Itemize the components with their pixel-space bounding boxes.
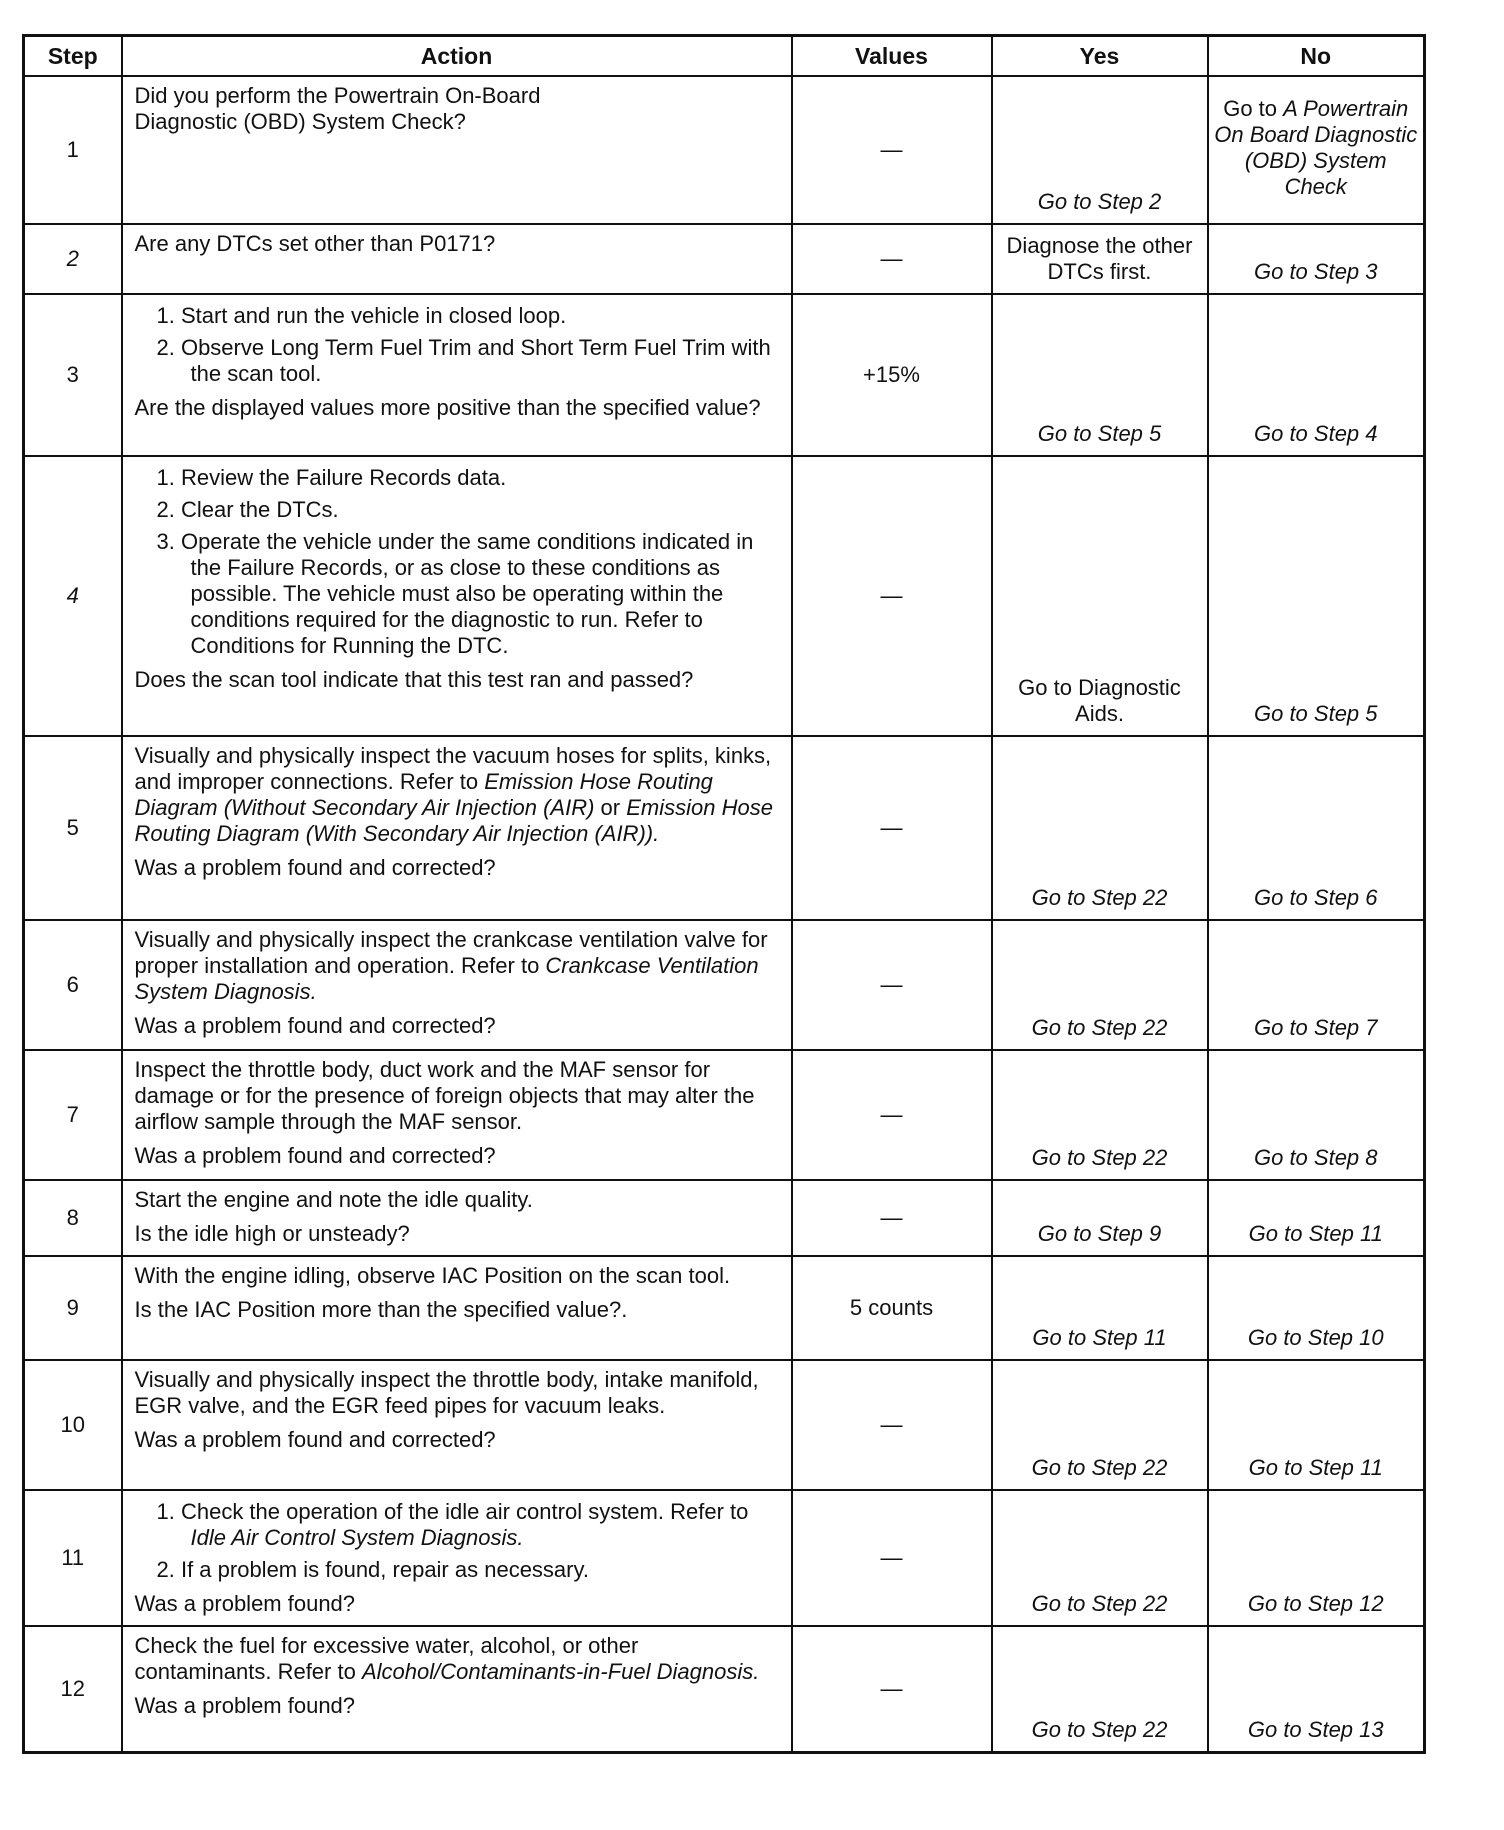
no-cell	[1208, 1180, 1425, 1256]
step-number: 3	[24, 294, 122, 456]
table-row	[24, 1626, 1425, 1752]
yes-cell	[992, 456, 1208, 736]
step-number: 1	[24, 76, 122, 224]
action-list-item: 2. If a problem is found, repair as necessary.	[156, 1557, 589, 1582]
no-link[interactable]: Go to Step 11	[1248, 1221, 1383, 1246]
action-reference[interactable]: Emission Hose Routing Diagram (With Secondary Air Injection (AIR)).	[134, 795, 773, 846]
yes-cell	[992, 920, 1208, 1050]
step-number: 10	[24, 1360, 122, 1490]
yes-link[interactable]: Go to Step 22	[1031, 885, 1168, 910]
table-row	[24, 1180, 1425, 1256]
table-row	[24, 736, 1425, 920]
diagnostic-table	[22, 34, 1426, 1754]
table-row	[24, 1050, 1425, 1180]
yes-cell	[992, 1180, 1208, 1256]
no-link[interactable]: Go to Step 5	[1253, 701, 1378, 726]
step-number: 6	[24, 920, 122, 1050]
no-link[interactable]: Go to Step 6	[1253, 885, 1378, 910]
action-question: Does the scan tool indicate that this test ran and passed?	[134, 667, 694, 692]
no-link[interactable]: Go to Step 7	[1253, 1015, 1378, 1040]
action-cell	[122, 736, 792, 920]
no-cell	[1208, 1626, 1425, 1752]
no-link[interactable]: Go to Step 11	[1248, 1455, 1383, 1480]
yes-cell	[992, 1490, 1208, 1626]
value-cell: —	[792, 224, 992, 294]
step-number: 12	[24, 1626, 122, 1752]
action-cell	[122, 1490, 792, 1626]
action-cell	[122, 1050, 792, 1180]
action-list-item: 1. Review the Failure Records data.	[156, 465, 507, 490]
no-link[interactable]: Go to Step 10	[1247, 1325, 1384, 1350]
step-number: 11	[24, 1490, 122, 1626]
action-text-block	[135, 1633, 781, 1685]
header-values: Values	[792, 36, 992, 77]
yes-link[interactable]: Go to Diagnostic Aids.	[1018, 675, 1181, 726]
no-link[interactable]: Go to Step 3	[1253, 259, 1378, 284]
no-cell	[1208, 294, 1425, 456]
no-cell	[1208, 920, 1425, 1050]
action-text-block	[135, 927, 781, 1005]
no-cell	[1208, 1050, 1425, 1180]
no-cell	[1208, 224, 1425, 294]
action-text-block	[135, 743, 781, 847]
header-yes: Yes	[992, 36, 1208, 77]
action-list-item: 1. Start and run the vehicle in closed loop.	[156, 303, 567, 328]
value-cell: —	[792, 1490, 992, 1626]
table-row	[24, 1490, 1425, 1626]
action-reference[interactable]: Emission Hose Routing Diagram (Without Secondary Air Injection (AIR)	[134, 769, 713, 820]
action-list-item: 2. Observe Long Term Fuel Trim and Short Term Fuel Trim with the scan tool.	[156, 335, 771, 386]
step-number: 8	[24, 1180, 122, 1256]
action-reference[interactable]: Alcohol/Contaminants-in-Fuel Diagnosis.	[361, 1659, 760, 1684]
action-cell	[122, 1360, 792, 1490]
yes-link[interactable]: Go to Step 5	[1037, 421, 1162, 446]
yes-cell	[992, 736, 1208, 920]
header-no: No	[1208, 36, 1425, 77]
table-row	[24, 456, 1425, 736]
table-row	[24, 1360, 1425, 1490]
step-number: 9	[24, 1256, 122, 1360]
table-row	[24, 1256, 1425, 1360]
yes-cell	[992, 1256, 1208, 1360]
no-link-ref: A Powertrain On Board Diagnostic (OBD) System Check	[1214, 96, 1418, 199]
step-number: 7	[24, 1050, 122, 1180]
no-cell	[1208, 1256, 1425, 1360]
yes-link[interactable]: Go to Step 22	[1031, 1716, 1168, 1742]
action-text: Did you perform the Powertrain On-Board	[134, 83, 541, 108]
yes-cell	[992, 1360, 1208, 1490]
action-text: Visually and physically inspect the throttle body, intake manifold, EGR valve, and the EGR feed pipes for vacuum leaks.	[134, 1367, 759, 1418]
action-cell	[122, 294, 792, 456]
action-question: Was a problem found and corrected?	[134, 1427, 496, 1452]
action-list-item	[135, 1499, 781, 1551]
action-reference[interactable]: Crankcase Ventilation System Diagnosis.	[134, 953, 759, 1004]
value-cell: —	[792, 736, 992, 920]
no-cell	[1208, 1490, 1425, 1626]
action-reference[interactable]: Idle Air Control System Diagnosis.	[190, 1525, 524, 1550]
action-question: Was a problem found and corrected?	[134, 855, 496, 880]
action-question: Is the IAC Position more than the specified value?.	[134, 1297, 628, 1322]
header-row	[24, 36, 1425, 77]
value-cell: —	[792, 1360, 992, 1490]
yes-link[interactable]: Go to Step 2	[1037, 189, 1162, 214]
no-cell	[1208, 456, 1425, 736]
no-link[interactable]: Go to Step 8	[1253, 1145, 1378, 1170]
no-cell	[1208, 1360, 1425, 1490]
value-cell: —	[792, 456, 992, 736]
action-question: Is the idle high or unsteady?	[134, 1221, 410, 1246]
action-text: Diagnostic (OBD) System Check?	[134, 109, 466, 134]
yes-cell	[992, 1050, 1208, 1180]
value-cell: —	[792, 920, 992, 1050]
no-cell	[1208, 76, 1425, 224]
no-link[interactable]: Go to Step 13	[1247, 1716, 1384, 1742]
action-question: Was a problem found and corrected?	[134, 1143, 496, 1168]
yes-cell	[992, 1626, 1208, 1752]
yes-cell	[992, 76, 1208, 224]
action-text: Visually and physically inspect the crankcase ventilation valve for proper installation and operation. Refer to	[134, 927, 768, 978]
header-action: Action	[122, 36, 792, 77]
yes-link[interactable]: Go to Step 11	[1032, 1325, 1167, 1350]
yes-cell	[992, 294, 1208, 456]
action-text: Check the fuel for excessive water, alcohol, or other contaminants. Refer to	[134, 1633, 639, 1684]
action-cell	[122, 1626, 792, 1752]
action-cell	[122, 1180, 792, 1256]
action-list-item: 3. Operate the vehicle under the same conditions indicated in the Failure Records, or as close to these conditions as possible. The vehicle must also be operating within the conditions required for the diagnostic to run. Refer to Conditions for Running the DTC.	[156, 529, 754, 658]
action-list-item: 2. Clear the DTCs.	[156, 497, 339, 522]
action-question: Are the displayed values more positive than the specified value?	[134, 395, 761, 420]
action-cell	[122, 224, 792, 294]
value-cell: —	[792, 76, 992, 224]
action-question: Was a problem found?	[134, 1693, 356, 1718]
step-number: 5	[24, 736, 122, 920]
action-question: Was a problem found?	[134, 1591, 356, 1616]
action-question: Was a problem found and corrected?	[134, 1013, 496, 1038]
action-cell	[122, 920, 792, 1050]
yes-link[interactable]: Go to Step 22	[1031, 1455, 1168, 1480]
action-cell	[122, 1256, 792, 1360]
step-number: 2	[24, 224, 122, 294]
no-link[interactable]: Go to Step 4	[1253, 421, 1378, 446]
action-cell	[122, 456, 792, 736]
value-cell: —	[792, 1626, 992, 1752]
value-cell: +15%	[792, 294, 992, 456]
action-text: Start the engine and note the idle quality.	[134, 1187, 533, 1212]
no-link[interactable]	[1214, 96, 1417, 199]
yes-cell	[992, 224, 1208, 294]
no-link[interactable]: Go to Step 12	[1247, 1591, 1384, 1616]
header-step: Step	[24, 36, 122, 77]
action-cell	[122, 76, 792, 224]
yes-link[interactable]: Go to Step 9	[1037, 1221, 1162, 1246]
table-row	[24, 294, 1425, 456]
table-row	[24, 76, 1425, 224]
value-cell: 5 counts	[792, 1256, 992, 1360]
action-text: With the engine idling, observe IAC Position on the scan tool.	[134, 1263, 731, 1288]
value-cell: —	[792, 1050, 992, 1180]
no-link-prefix: Go to	[1223, 96, 1284, 121]
yes-link[interactable]: Diagnose the other DTCs first.	[1006, 233, 1193, 284]
yes-link[interactable]: Go to Step 22	[1031, 1145, 1168, 1170]
action-text: Visually and physically inspect the vacuum hoses for splits, kinks, and improper connections. Refer to	[134, 743, 772, 794]
step-number: 4	[24, 456, 122, 736]
no-cell	[1208, 736, 1425, 920]
value-cell: —	[792, 1180, 992, 1256]
yes-link[interactable]: Go to Step 22	[1031, 1591, 1168, 1616]
yes-link[interactable]: Go to Step 22	[1031, 1015, 1168, 1040]
table-row	[24, 224, 1425, 294]
action-text: Are any DTCs set other than P0171?	[134, 231, 496, 256]
action-text: Inspect the throttle body, duct work and the MAF sensor for damage or for the presence of foreign objects that may alter the airflow sample through the MAF sensor.	[134, 1057, 755, 1134]
action-connector: or	[594, 795, 627, 820]
action-text: 1. Check the operation of the idle air control system. Refer to	[156, 1499, 749, 1524]
table-row	[24, 920, 1425, 1050]
